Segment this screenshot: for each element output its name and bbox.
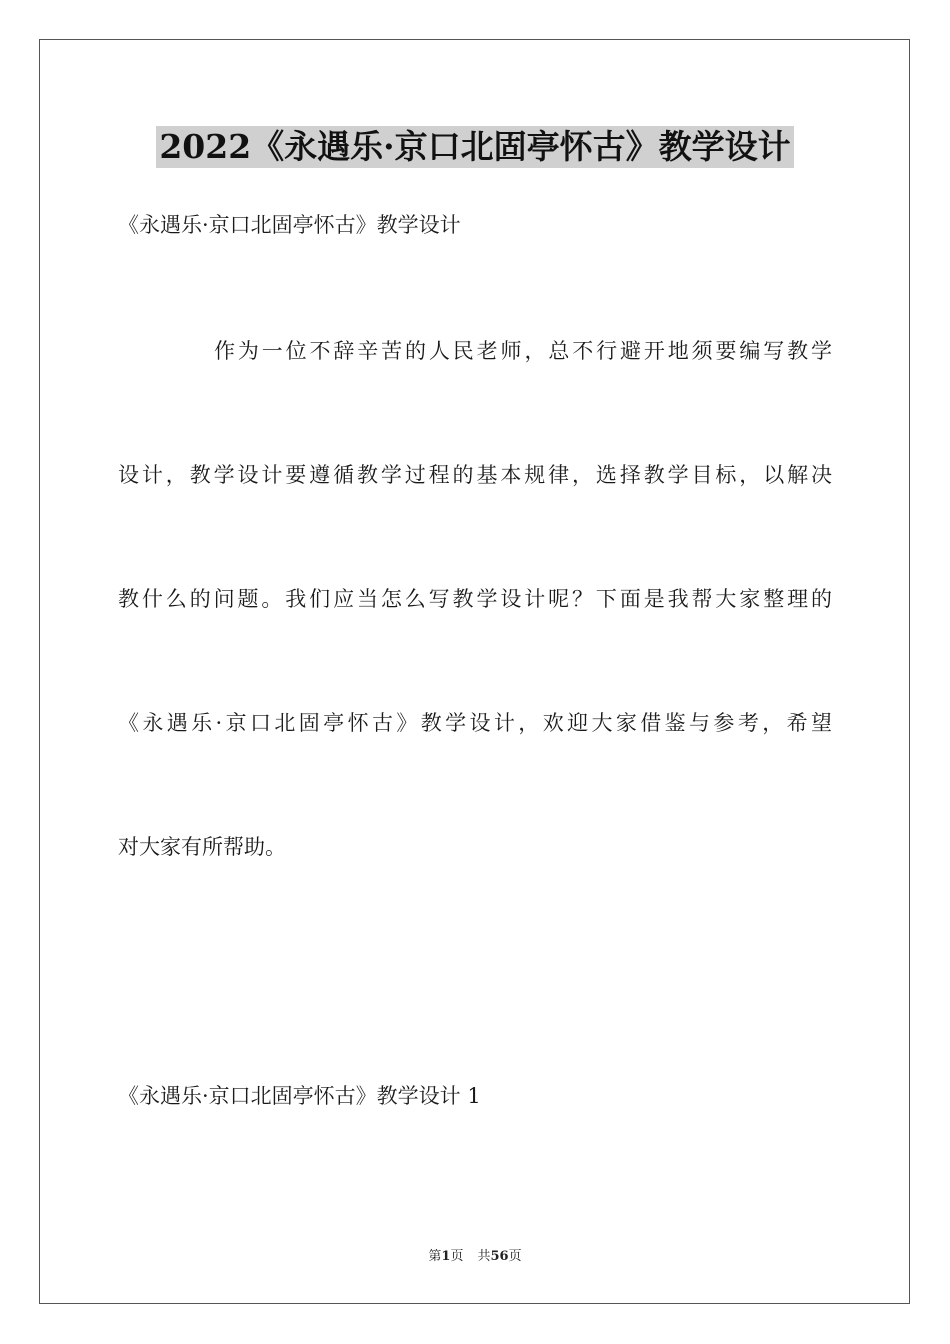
footer-total-suffix: 页 [508,1249,522,1264]
paragraph-line-4: 《永遇乐·京口北固亭怀古》教学设计，欢迎大家借鉴与参考，希望 [118,711,832,735]
footer-page-prefix: 第 [428,1249,442,1264]
footer-page-number: 1 [441,1249,451,1264]
page-footer [0,1248,950,1266]
paragraph-line-5: 对大家有所帮助。 [118,835,286,859]
paragraph-line-3: 教什么的问题。我们应当怎么写教学设计呢？下面是我帮大家整理的 [118,587,832,611]
document-subtitle: 《永遇乐·京口北固亭怀古》教学设计 [118,213,461,237]
paragraph-line-1: 作为一位不辞辛苦的人民老师，总不行避开地须要编写教学 [214,339,832,363]
footer-total-prefix: 共 [477,1249,491,1264]
footer-page-suffix: 页 [450,1249,464,1264]
footer-total-pages: 56 [490,1249,509,1264]
paragraph-line-2: 设计，教学设计要遵循教学过程的基本规律，选择教学目标，以解决 [118,463,832,487]
section-heading: 《永遇乐·京口北固亭怀古》教学设计 1 [118,1084,481,1108]
title-container [0,126,950,168]
document-title: 2022《永遇乐·京口北固亭怀古》教学设计 [156,126,793,168]
